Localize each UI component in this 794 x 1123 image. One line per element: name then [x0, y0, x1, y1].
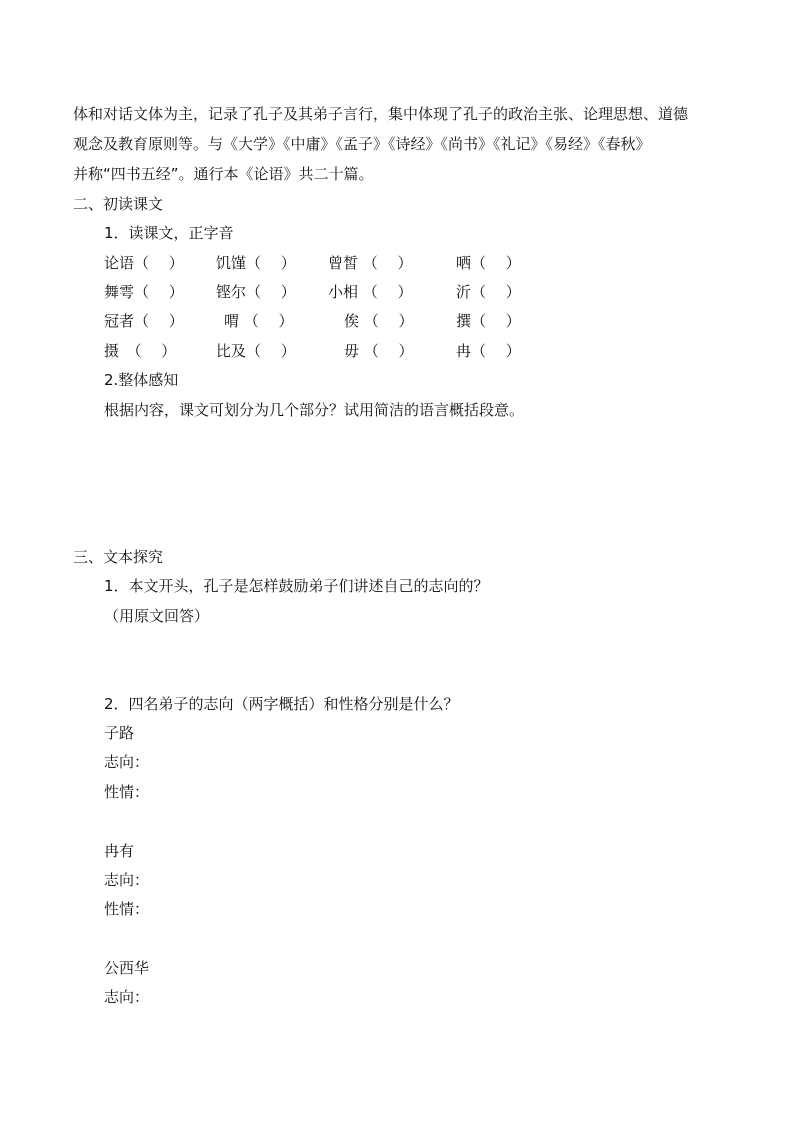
student-name: 公西华 — [104, 959, 150, 977]
question-overview-text: 根据内容，课文可划分为几个部分？试用简洁的语言概括段意。 — [104, 401, 525, 419]
intro-line-1: 体和对话文体为主，记录了孔子及其弟子言行，集中体现了孔子的政治主张、论理思想、道德 — [73, 105, 689, 123]
trait-label: 性情： — [104, 900, 150, 918]
vocab-item: 沂（ ） — [456, 283, 521, 301]
question-pronunciation: 1．读课文，正字音 — [104, 224, 234, 242]
section-heading-3: 三、文本探究 — [73, 548, 164, 566]
vocab-item: 曾皙 （ ） — [328, 254, 413, 272]
aim-label: 志向： — [104, 871, 150, 889]
intro-line-3: 并称“四书五经”。通行本《论语》共二十篇。 — [73, 165, 374, 183]
vocab-item: 饥馑（ ） — [216, 254, 296, 272]
vocab-item: 摄 （ ） — [104, 342, 177, 360]
vocab-item: 撰（ ） — [456, 312, 521, 330]
vocab-item: 铿尔（ ） — [216, 283, 296, 301]
vocab-item: 冠者（ ） — [104, 312, 184, 330]
vocab-item: 喟 （ ） — [224, 312, 294, 330]
intro-line-2: 观念及教育原则等。与《大学》《中庸》《孟子》《诗经》《尚书》《礼记》《易经》《春秋》 — [73, 135, 651, 153]
question-disciples: 2．四名弟子的志向（两字概括）和性格分别是什么？ — [104, 695, 459, 713]
vocab-item: 比及（ ） — [216, 342, 296, 360]
vocab-item: 毋 （ ） — [344, 342, 414, 360]
vocab-item: 冉（ ） — [456, 342, 521, 360]
student-name: 子路 — [104, 724, 135, 742]
vocab-item: 俟 （ ） — [344, 312, 414, 330]
aim-label: 志向： — [104, 988, 150, 1006]
vocab-item: 论语（ ） — [104, 254, 184, 272]
section-heading-2: 二、初读课文 — [73, 195, 164, 213]
vocab-item: 小相 （ ） — [328, 283, 413, 301]
vocab-item: 舞雩（ ） — [104, 283, 184, 301]
vocab-item: 哂（ ） — [456, 254, 521, 272]
question-encouragement: 1．本文开头，孔子是怎样鼓励弟子们讲述自己的志向的？ — [104, 577, 489, 595]
aim-label: 志向： — [104, 753, 150, 771]
question-overview: 2.整体感知 — [104, 371, 179, 389]
student-name: 冉有 — [104, 842, 135, 860]
question-hint: （用原文回答） — [104, 607, 210, 625]
trait-label: 性情： — [104, 783, 150, 801]
